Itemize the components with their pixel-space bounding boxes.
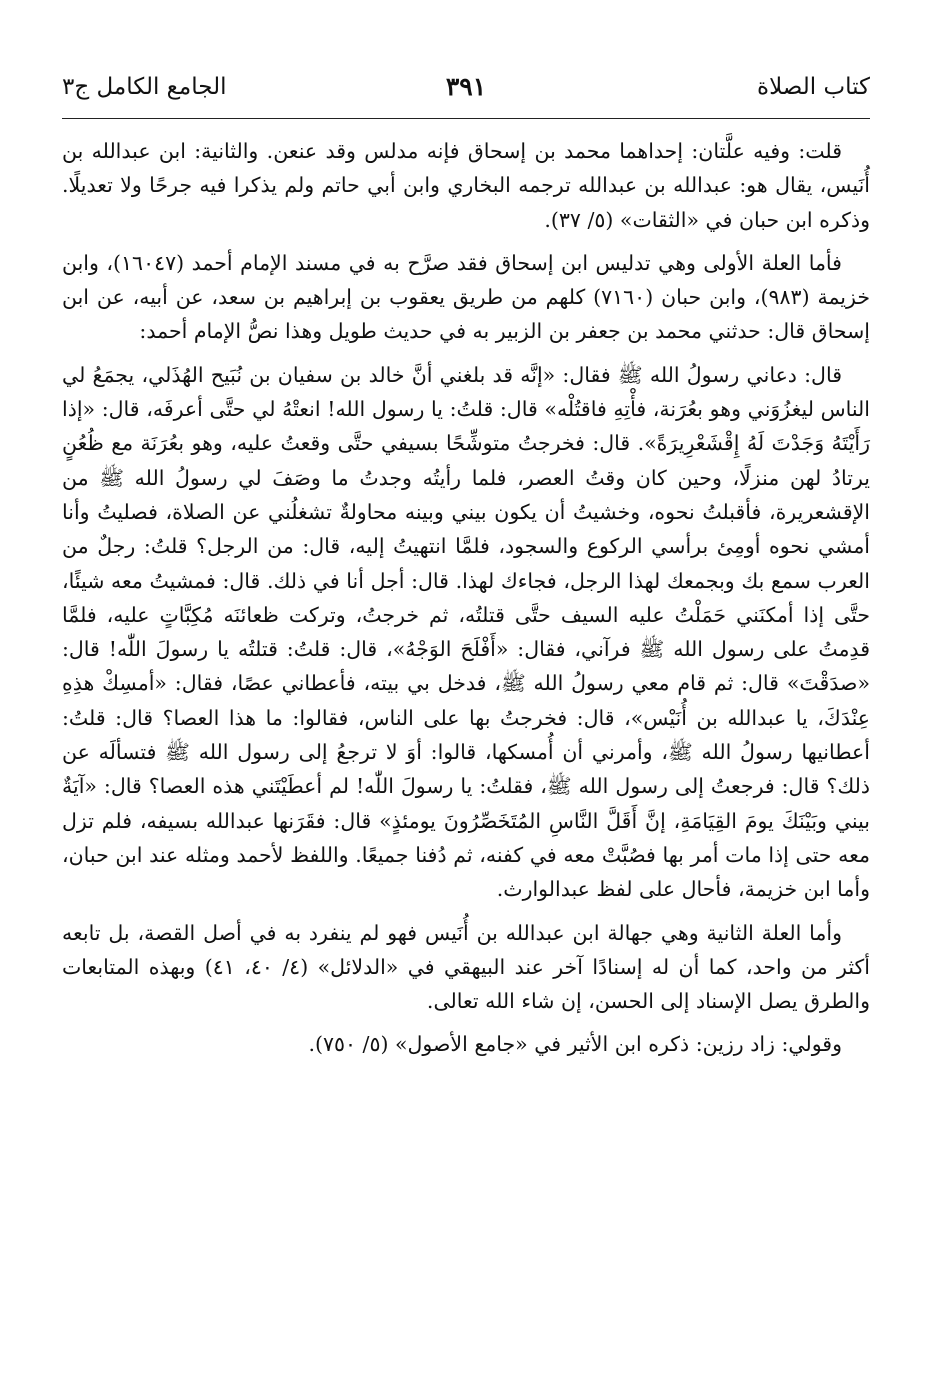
book-title: كتاب الصلاة [757,74,870,100]
header-divider [62,118,870,119]
paragraph-hadith-text: قال: دعاني رسولُ الله ﷺ فقال: «إنَّه قد بلغني أنَّ خالد بن سفيان بن نُبَيح الهُذَلي، يجمَعُ لي الناس ليغزُوَني وهو بعُرَنة، فأْتِهِ فاقتُلْه» قال: قلتُ: يا رسول الله! انعتْهُ لي حتَّى أعرفَه، قال: «إذا رَأَيْتَهُ وَجَدْتَ لَهُ إِقْشَعْرِيرَةً». قال: فخرجتُ متوشِّحًا بسيفي حتَّى وقعتُ عليه، وهو بعُرَنَة مع ظُعُنٍ يرتادُ لهن منزلًا، وحين كان وقتُ العصر، فلما رأيتُه وجدتُ ما وصَفَ لي رسولُ الله ﷺ من الإقشعريرة، فأقبلتُ نحوه، وخشيتُ أن يكون بيني وبينه محاولةٌ تشغلُني عن الصلاة، فصليتُ وأنا أمشي نحوه أومِئ برأسي الركوع والسجود، فلمَّا انتهيتُ إليه، قال: من الرجل؟ قلتُ: رجلٌ من العرب سمع بك وبجمعك لهذا الرجل، فجاءك لهذا. قال: أجل أنا في ذلك. قال: فمشيتُ معه شيئًا، حتَّى إذا أمكنَني حَمَلْتُ عليه السيف حتَّى قتلتُه، ثم خرجتُ، وتركت ظعائنَه مُكِبَّاتٍ عليه، فلمَّا قدِمتُ على رسول الله ﷺ فرآني، فقال: «أَفْلَحَ الوَجْهُ»، قال: قلتُ: قتلتُه يا رسولَ اللّٰه! قال: «صدَقْتَ» قال: ثم قام معي رسولُ الله ﷺ، فدخل بي بيته، فأعطاني عصًا، فقال: «أمسِكْ هذِهِ عِنْدَكَ، يا عبدالله بن أُنَيْس»، قال: فخرجتُ بها على الناس، فقالوا: ما هذا العصا؟ قال: قلتُ: أعطانيها رسولُ الله ﷺ، وأمرني أن أُمسكها، قالوا: أوَ لا ترجعُ إلى رسول الله ﷺ فتسألَه عن ذلك؟ قال: فرجعتُ إلى رسول الله ﷺ، فقلتُ: يا رسولَ اللّٰه! لم أعطَيْتَني هذه العصا؟ قال: «آيَةٌ بيني وبَيْنَكَ يومَ القِيَامَةِ، إنَّ أَقَلَّ النَّاسِ المُتَخَصِّرُونَ يومئذٍ» قال: فقَرَنها عبدالله بسيفه، فلم تزل معه حتى إذا مات أمر بها فصُبَّتْ معه في كفنه، ثم دُفنا جميعًا. واللفظ لأحمد ومثله عند ابن حبان، وأما ابن خزيمة، فأحال على لفظ عبدالوارث. [62,362,870,902]
running-header [62,64,870,114]
volume-title: الجامع الكامل ج٣ [62,74,227,100]
paragraph-razin-note: وقولي: زاد رزين: ذكره ابن الأثير في «جامع الأصول» (٥/ ٧٥٠). [308,1032,842,1057]
paragraph-takhrij-note: قلت: وفيه علَّتان: إحداهما محمد بن إسحاق فإنه مدلس وقد عنعن. والثانية: ابن عبدالله بن أُنَيس، يقال هو: عبدالله بن عبدالله ترجمه البخاري وابن أبي حاتم ولم يذكرا فيه جرحًا ولا تعديلًا. وذكره ابن حبان في «الثقات» (٥/ ٣٧). [62,139,870,232]
paragraph-second-defect: وأما العلة الثانية وهي جهالة ابن عبدالله بن أُنَيس فهو لم ينفرد به في أصل القصة، بل تابعه أكثر من واحد، كما أن له إسنادًا آخر عند البيهقي في «الدلائل» (٤/ ٤٠، ٤١) وبهذه المتابعات والطرق يصل الإسناد إلى الحسن، إن شاء الله تعالى. [62,920,870,1014]
paragraph-first-defect: فأما العلة الأولى وهي تدليس ابن إسحاق فقد صرَّح به في مسند الإمام أحمد (١٦٠٤٧)، وابن خزيمة (٩٨٣)، وابن حبان (٧١٦٠) كلهم من طريق يعقوب بن إبراهيم بن سعد، عن أبيه، عن ابن إسحاق قال: حدثني محمد بن جعفر بن الزبير به في حديث طويل وهذا نصُّ الإمام أحمد: [62,250,870,344]
page-body [62,134,870,1071]
page-number: ٣٩١ [445,72,487,101]
